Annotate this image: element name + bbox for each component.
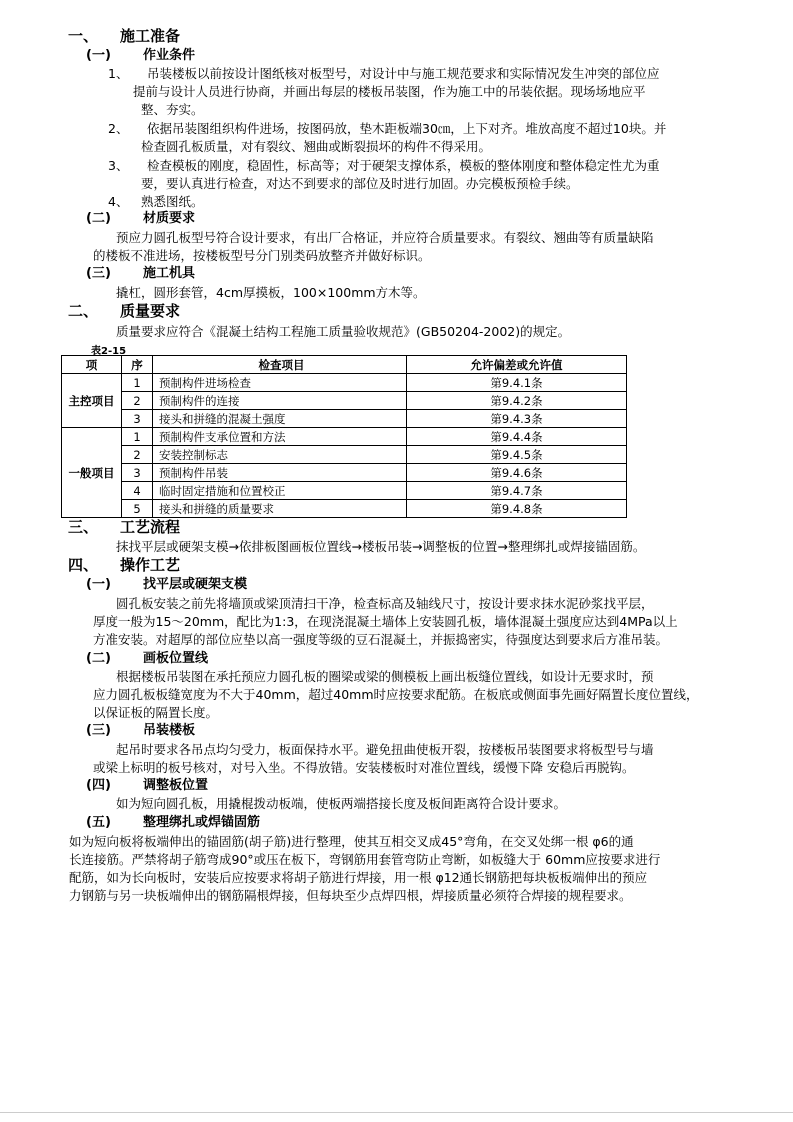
paragraph-line: 撬杠，圆形套管，4cm厚摸板，100×100mm方木等。 [116, 285, 426, 300]
sub-4-2-number: (二) [86, 651, 111, 666]
section-1-title: 施工准备 [120, 27, 181, 45]
sub-1-3-number: (三) [86, 266, 111, 281]
table-cell: 5 [122, 500, 153, 518]
table-cell: 1 [122, 374, 153, 392]
table-header-row [62, 356, 627, 374]
table-row [62, 500, 627, 518]
paragraph-line: 如为短向板将板端伸出的锚固筋(胡子筋)进行整理，使其互相交叉成45°弯角，在交叉处绑一根 φ6的通 [69, 834, 634, 849]
table-row [62, 446, 627, 464]
paragraph-line: 检查模板的刚度，稳固性，标高等；对于硬架支撑体系，模板的整体刚度和整体稳定性尤为重 [147, 158, 660, 173]
table-cell: 4 [122, 482, 153, 500]
table-row [62, 392, 627, 410]
paragraph-line: 根据楼板吊装图在承托预应力圆孔板的圈梁或梁的侧模板上画出板缝位置线，如设计无要求时，预 [116, 669, 654, 684]
sub-1-2-title: 材质要求 [143, 211, 196, 226]
table-cell: 接头和拼缝的质量要求 [153, 500, 407, 518]
sub-1-3-title: 施工机具 [143, 266, 196, 281]
paragraph-line: 力钢筋与另一块板端伸出的钢筋隔根焊接，但每块至少点焊四根，焊接质量必须符合焊接的规程要求。 [69, 888, 632, 903]
section-3-title: 工艺流程 [120, 518, 181, 536]
section-2-title: 质量要求 [120, 302, 181, 320]
item-number: 3、 [108, 158, 129, 173]
table-cell: 接头和拼缝的混凝土强度 [153, 410, 407, 428]
section-4-number: 四、 [68, 556, 99, 574]
paragraph-line: 厚度一般为15～20mm，配比为1:3，在现浇混凝土墙体上安装圆孔板，墙体混凝土强度应达到4MPa以上 [93, 614, 678, 629]
table-row [62, 428, 627, 446]
paragraph-line: 或梁上标明的板号核对，对号入坐。不得放错。安装楼板时对准位置线，缓慢下降 安稳后再脱钩。 [93, 760, 635, 775]
table-cell: 第9.4.5条 [407, 446, 627, 464]
table-cell: 第9.4.7条 [407, 482, 627, 500]
sub-1-1-title: 作业条件 [143, 48, 196, 63]
paragraph-line: 整、夯实。 [141, 102, 204, 117]
table-cell: 1 [122, 428, 153, 446]
paragraph-line: 吊装楼板以前按设计图纸核对板型号，对设计中与施工规范要求和实际情况发生冲突的部位应 [147, 66, 660, 81]
paragraph-line: 方准安装。对超厚的部位应垫以高一强度等级的豆石混凝土，并振捣密实，待强度达到要求后方准吊装。 [93, 632, 669, 647]
sub-4-4-number: (四) [86, 778, 111, 793]
table-cell: 第9.4.8条 [407, 500, 627, 518]
table-caption: 表2-15 [91, 346, 127, 357]
paragraph-line: 的楼板不准进场，按楼板型号分门别类码放整齐并做好标识。 [93, 248, 431, 263]
sub-4-2-title: 画板位置线 [143, 651, 209, 666]
section-4-title: 操作工艺 [120, 556, 181, 574]
section-3-number: 三、 [68, 518, 99, 536]
page-bottom-divider [0, 1112, 793, 1113]
table-cell: 预制构件吊装 [153, 464, 407, 482]
sub-4-1-number: (一) [86, 577, 111, 592]
table-cell: 安装控制标志 [153, 446, 407, 464]
sub-4-5-title: 整理绑扎或焊锚固筋 [143, 815, 261, 830]
sub-4-4-title: 调整板位置 [143, 778, 209, 793]
sub-1-1-number: (一) [86, 48, 111, 63]
table-cell: 预制构件进场检查 [153, 374, 407, 392]
process-flow-line: 抹找平层或硬架支模→依排板图画板位置线→楼板吊装→调整板的位置→整理绑扎或焊接锚固筋。 [116, 539, 646, 554]
table-header: 检查项目 [153, 356, 407, 374]
paragraph-line: 熟悉图纸。 [141, 194, 204, 209]
table-cell: 第9.4.4条 [407, 428, 627, 446]
table-cell: 预制构件支承位置和方法 [153, 428, 407, 446]
item-number: 4、 [108, 194, 129, 209]
table-cell: 预制构件的连接 [153, 392, 407, 410]
paragraph-line: 起吊时要求各吊点均匀受力，板面保持水平。避免扭曲使板开裂，按楼板吊装图要求将板型号与墙 [116, 742, 654, 757]
table-row [62, 464, 627, 482]
item-number: 2、 [108, 121, 129, 136]
table-group-label: 一般项目 [62, 428, 122, 518]
paragraph-line: 要，要认真进行检查，对达不到要求的部位及时进行加固。办完模板预检手续。 [141, 176, 579, 191]
table-cell: 第9.4.6条 [407, 464, 627, 482]
table-cell: 第9.4.3条 [407, 410, 627, 428]
paragraph-line: 圆孔板安装之前先将墙顶或梁顶清扫干净，检查标高及轴线尺寸，按设计要求抹水泥砂浆找平层， [116, 596, 654, 611]
table-row [62, 482, 627, 500]
sub-4-3-number: (三) [86, 723, 111, 738]
sub-1-2-number: (二) [86, 211, 111, 226]
table-cell: 2 [122, 392, 153, 410]
table-cell: 2 [122, 446, 153, 464]
table-row [62, 374, 627, 392]
table-cell: 临时固定措施和位置校正 [153, 482, 407, 500]
paragraph-line: 提前与设计人员进行协商，并画出每层的楼板吊装图，作为施工中的吊装依据。现场场地应平 [133, 84, 646, 99]
paragraph-line: 如为短向圆孔板，用撬棍拨动板端，使板两端搭接长度及板间距离符合设计要求。 [116, 796, 567, 811]
section-1-number: 一、 [68, 27, 99, 45]
section-2-number: 二、 [68, 302, 99, 320]
item-number: 1、 [108, 66, 129, 81]
table-row [62, 410, 627, 428]
paragraph-line: 应力圆孔板板缝宽度为不大于40mm，超过40mm时应按要求配筋。在板底或侧面事先画好隔置长度位置线， [93, 687, 699, 702]
table-header: 序 [122, 356, 153, 374]
quality-table [61, 355, 627, 518]
table-header: 项 [62, 356, 122, 374]
sub-4-3-title: 吊装楼板 [143, 723, 196, 738]
paragraph-line: 配筋，如为长向板时，安装后应按要求将胡子筋进行焊接，用一根 φ12通长钢筋把每块板板端伸出的预应 [69, 870, 648, 885]
table-header: 允许偏差或允许值 [407, 356, 627, 374]
table-cell: 3 [122, 410, 153, 428]
sub-4-5-number: (五) [86, 815, 111, 830]
paragraph-line: 预应力圆孔板型号符合设计要求，有出厂合格证，并应符合质量要求。有裂纹、翘曲等有质量缺陷 [116, 230, 654, 245]
table-cell: 第9.4.1条 [407, 374, 627, 392]
section-2-intro: 质量要求应符合《混凝土结构工程施工质量验收规范》(GB50204-2002)的规定。 [116, 324, 571, 339]
table-cell: 第9.4.2条 [407, 392, 627, 410]
sub-4-1-title: 找平层或硬架支模 [143, 577, 248, 592]
paragraph-line: 以保证板的隔置长度。 [93, 705, 219, 720]
paragraph-line: 依据吊装图组织构件进场，按图码放，垫木距板端30㎝，上下对齐。堆放高度不超过10块。并 [147, 121, 667, 136]
paragraph-line: 长连接筋。严禁将胡子筋弯成90°或压在板下，弯钢筋用套管弯防止弯断，如板缝大于 60mm应按要求进行 [69, 852, 661, 867]
paragraph-line: 检查圆孔板质量，对有裂纹、翘曲或断裂损坏的构件不得采用。 [141, 139, 492, 154]
table-cell: 3 [122, 464, 153, 482]
table-group-label: 主控项目 [62, 374, 122, 428]
